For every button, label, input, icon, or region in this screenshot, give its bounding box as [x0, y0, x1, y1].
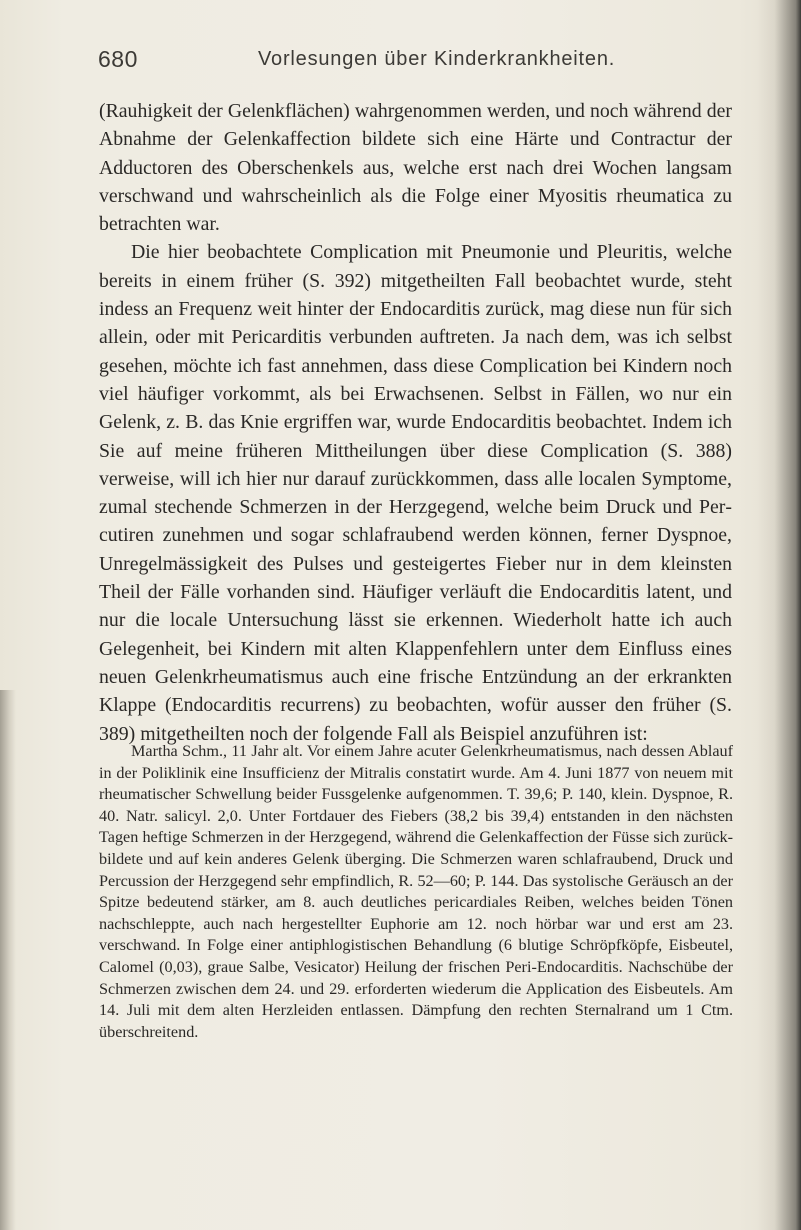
paragraph-2: Die hier beobachtete Complication mit Pneumonie und Pleuritis, welche bereits in einem früher (S. 392) mitgetheilten Fall beobachtet wurde, steht indess an Frequenz weit hinter der Endocarditis zurück, mag diese nun für sich allein, oder mit Pericarditis verbunden auftreten. Ja nach dem, was ich selbst gesehen, möchte ich fast annehmen, dass diese Complication bei Kindern noch viel häufiger vorkommt, als bei Erwachsenen. Selbst in Fällen, wo nur ein Gelenk, z. B. das Knie ergriffen war, wurde Endocarditis beobachtet. Indem ich Sie auf meine früheren Mittheilungen über diese Complication (S. 388) verweise, will ich hier nur darauf zurückkommen, dass alle localen Symptome, zumal stechende Schmerzen in der Herzgegend, welche beim Druck und Percutiren zunehmen und sogar schlafraubend werden können, ferner Dyspnoe, Unregelmässigkeit des Pulses und gesteigertes Fieber nur in dem kleinsten Theil der Fälle vorhanden sind. Häufiger verläuft die Endocarditis latent, und nur die locale Untersuchung lässt sie erkennen. Wiederholt hatte ich auch Gelegenheit, bei Kindern mit alten Klappenfehlern unter dem Einfluss eines neuen Gelenkrheumatismus auch eine frische Entzündung an der erkrankten Klappe (Endocarditis recurrens) zu beobachten, wofür ausser den früher (S. 389) mitgetheilten noch der folgende Fall als Beispiel anzuführen ist:: [99, 241, 732, 745]
main-text: [99, 97, 732, 748]
page-header: [98, 46, 738, 76]
page-binding-shadow: [0, 690, 16, 1230]
running-head: Vorlesungen über Kinderkrankheiten.: [258, 48, 616, 70]
page-number: 680: [98, 46, 138, 72]
page-edge-shadow: [757, 0, 801, 1230]
paragraph-1: (Rauhigkeit der Gelenkflächen) wahrgenommen werden, und noch während der Abnahme der Gelenkaffection bildete sich eine Härte und Contractur der Adductoren des Oberschenkels aus, welche erst nach drei Wochen langsam verschwand und wahrscheinlich als die Folge einer Myositis rheumatica zu betrachten war.: [99, 100, 732, 236]
case-report-text: Martha Schm., 11 Jahr alt. Vor einem Jahre acuter Gelenkrheumatismus, nach dessen Ablauf in der Poliklinik eine Insufficienz der Mitralis constatirt wurde. Am 4. Juni 1877 von neuem mit rheumatischer Schwellung beider Fussgelenke aufgenommen. T. 39,6; P. 140, klein. Dyspnoe, R. 40. Natr. salicyl. 2,0. Unter Fortdauer des Fiebers (38,2 bis 39,4) entstanden in den nächsten Tagen heftige Schmerzen in der Herzgegend, während die Gelenkaffection der Füsse sich zurückbildete und auf kein anderes Gelenk überging. Die Schmerzen waren schlafraubend, Druck und Percussion der Herzgegend sehr empfindlich, R. 52—60; P. 144. Das systolische Geräusch an der Spitze bedeutend stärker, am 8. auch deutliches pericardiales Reiben, welches beiden Tönen nachschleppte, auch nach hergestellter Euphorie am 12. noch hörbar war und erst am 23. verschwand. In Folge einer antiphlogistischen Behandlung (6 blutige Schröpfköpfe, Eisbeutel, Calomel (0,03), graue Salbe, Vesicator) Heilung der frischen Peri-Endocarditis. Nachschübe der Schmerzen zwischen dem 24. und 29. erforderten wiederum die Application des Eisbeutels. Am 14. Juli mit dem alten Herzleiden entlassen. Dämpfung den rechten Sternalrand um 1 Ctm. überschreitend.: [99, 742, 733, 1041]
case-report: [99, 741, 733, 1043]
